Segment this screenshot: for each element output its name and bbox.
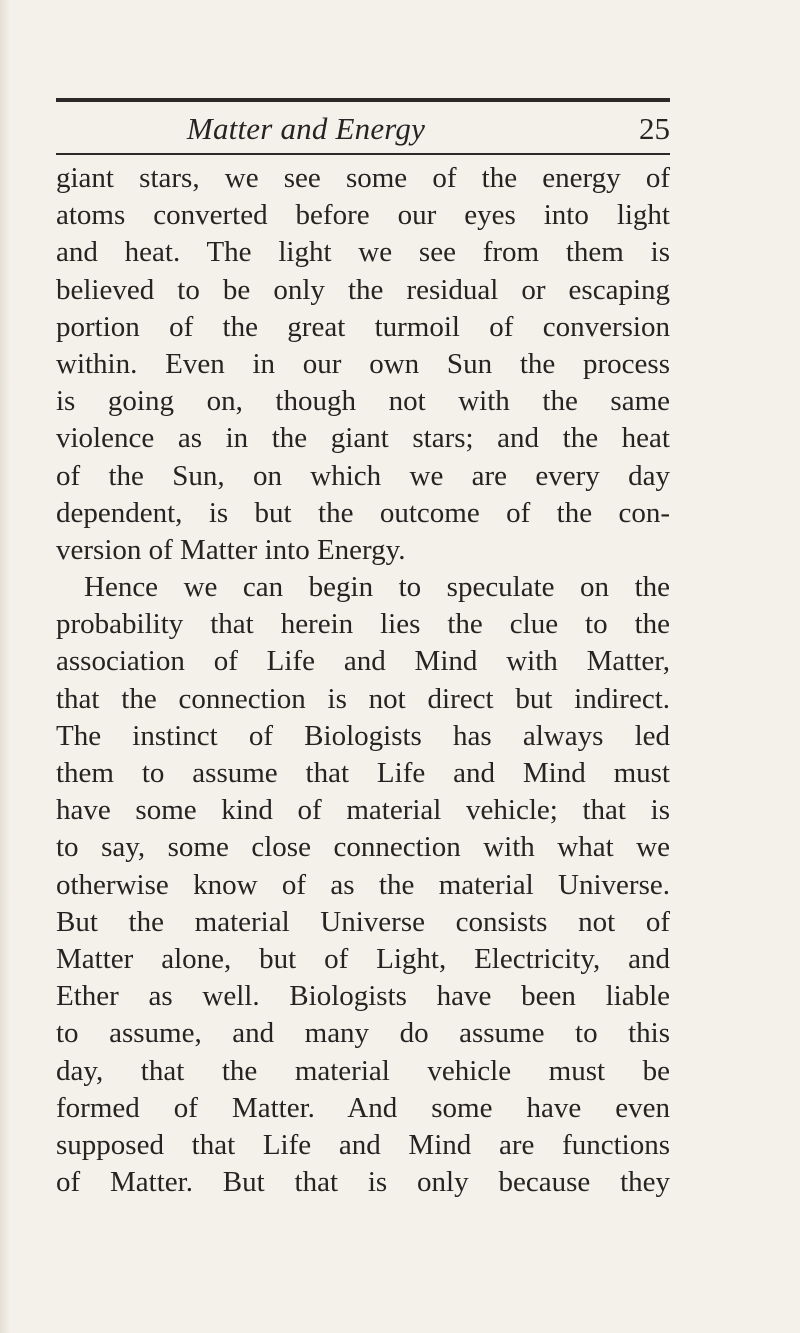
text-line: probability that herein lies the clue to the [56, 608, 670, 641]
header-bottom-rule [56, 153, 670, 155]
text-line: them to assume that Life and Mind must [56, 757, 670, 789]
text-line: believed to be only the residual or escaping [56, 273, 670, 306]
text-line: The instinct of Biologists has always led [56, 719, 670, 752]
text-line: portion of the great turmoil of conversion [56, 310, 670, 343]
text-line: atoms converted before our eyes into light [56, 199, 670, 232]
text-line: Matter alone, but of Light, Electricity, and [56, 942, 670, 975]
text-line: to assume, and many do assume to this [56, 1017, 670, 1050]
paragraph-last-line: version of Matter into Energy. [56, 533, 406, 566]
text-line: day, that the material vehicle must be [56, 1054, 670, 1087]
running-header [56, 108, 670, 150]
text-line: within. Even in our own Sun the process [56, 347, 670, 380]
text-line: that the connection is not direct but indirect. [56, 682, 670, 715]
text-line: association of Life and Mind with Matter, [56, 645, 670, 678]
text-line: is going on, though not with the same [56, 385, 670, 418]
text-line: supposed that Life and Mind are functions [56, 1128, 670, 1161]
text-line: of Matter. But that is only because they [56, 1166, 670, 1199]
text-line: have some kind of material vehicle; that is [56, 794, 670, 827]
page-edge-shadow [0, 0, 10, 1333]
text-line: violence as in the giant stars; and the heat [56, 422, 670, 455]
header-top-rule [56, 98, 670, 102]
running-title: Matter and Energy [186, 111, 426, 146]
text-line: Ether as well. Biologists have been liable [56, 980, 670, 1013]
text-line: and heat. The light we see from them is [56, 236, 670, 269]
body-text [56, 160, 670, 1201]
text-line: of the Sun, on which we are every day [56, 459, 670, 492]
text-line: to say, some close connection with what we [56, 831, 670, 864]
text-line: giant stars, we see some of the energy of [56, 162, 670, 194]
page-number: 25 [639, 111, 670, 146]
text-line: formed of Matter. And some have even [56, 1091, 670, 1124]
text-line: But the material Universe consists not of [56, 905, 670, 938]
text-line: otherwise know of as the material Universe. [56, 868, 670, 901]
paragraph-first-line: Hence we can begin to speculate on the [84, 571, 670, 604]
text-line: dependent, is but the outcome of the con- [56, 496, 670, 529]
